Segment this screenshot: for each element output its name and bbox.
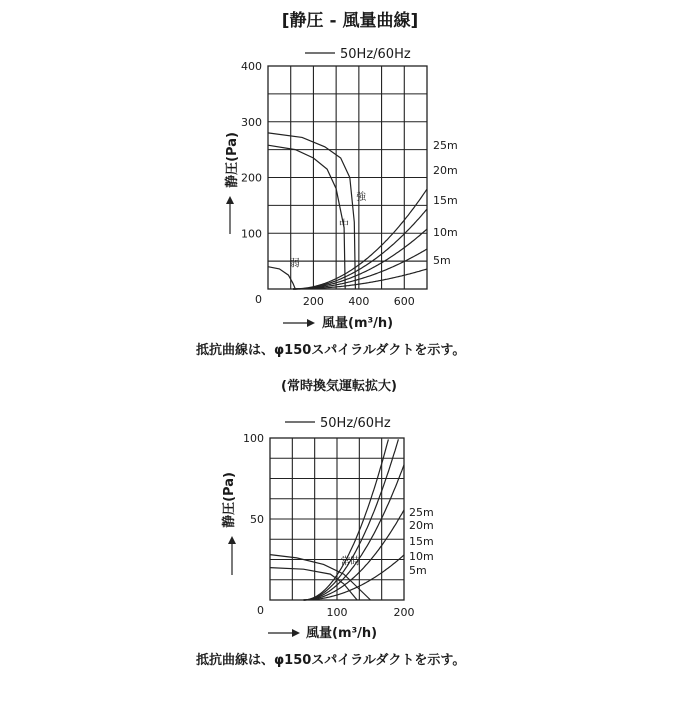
legend-label-2: 50Hz/60Hz [320,416,391,431]
main-chart [241,60,458,308]
y-tick-label: 400 [241,60,262,73]
x-axis-arrow [283,319,315,327]
fan-mode-label: 常時 [340,556,361,568]
y-axis-label-2: 静圧(Pa) [222,472,237,528]
resistance-curve-20m [304,439,399,600]
resistance-curve-label: 10m [409,550,434,563]
resistance-curve-label: 5m [433,254,451,267]
enlarged-chart [243,432,434,619]
resistance-curve-label: 20m [409,519,434,532]
legend-label: 50Hz/60Hz [340,47,411,62]
resistance-curve-label: 20m [433,164,458,177]
y-tick-label: 50 [250,513,264,526]
resistance-curve-label: 15m [433,194,458,207]
fan-mode-label: 強 [356,191,367,203]
x-axis-label: 風量(m³/h) [322,316,394,331]
y-tick-label: 100 [243,432,264,445]
x-tick-label: 200 [393,606,415,619]
origin-tick-label: 0 [255,293,262,306]
enlarged-chart-subtitle: (常時換気運転拡大) [281,379,397,394]
resistance-curve-label: 15m [409,535,434,548]
resistance-curve-label: 25m [409,506,434,519]
resistance-curve-label: 25m [433,139,458,152]
resistance-curve-label: 10m [433,226,458,239]
x-tick-label: 200 [302,295,324,308]
footnote-2: 抵抗曲線は、φ150スパイラルダクトを示す。 [196,653,466,668]
y-tick-label: 200 [241,171,262,185]
x-tick-label: 400 [348,295,370,308]
fan-mode-label: 弱 [289,258,300,270]
x-tick-label: 100 [326,606,348,619]
resistance-curve-label: 5m [409,564,427,577]
fan-mode-label: 中 [338,219,349,231]
fan-curve [268,133,355,289]
y-axis-arrow [226,196,234,234]
origin-tick-label: 0 [257,604,264,617]
x-axis-arrow-2 [268,629,300,637]
footnote: 抵抗曲線は、φ150スパイラルダクトを示す。 [196,343,466,358]
y-axis-arrow-2 [228,536,236,575]
y-tick-label: 100 [241,227,262,241]
page-title: [静圧 - 風量曲線] [281,11,419,31]
fan-curve [270,568,357,600]
y-tick-label: 300 [241,115,262,129]
y-axis-label: 静圧(Pa) [225,132,240,188]
x-tick-label: 600 [393,295,415,308]
fan-curve [268,145,345,289]
x-axis-label-2: 風量(m³/h) [306,626,378,641]
